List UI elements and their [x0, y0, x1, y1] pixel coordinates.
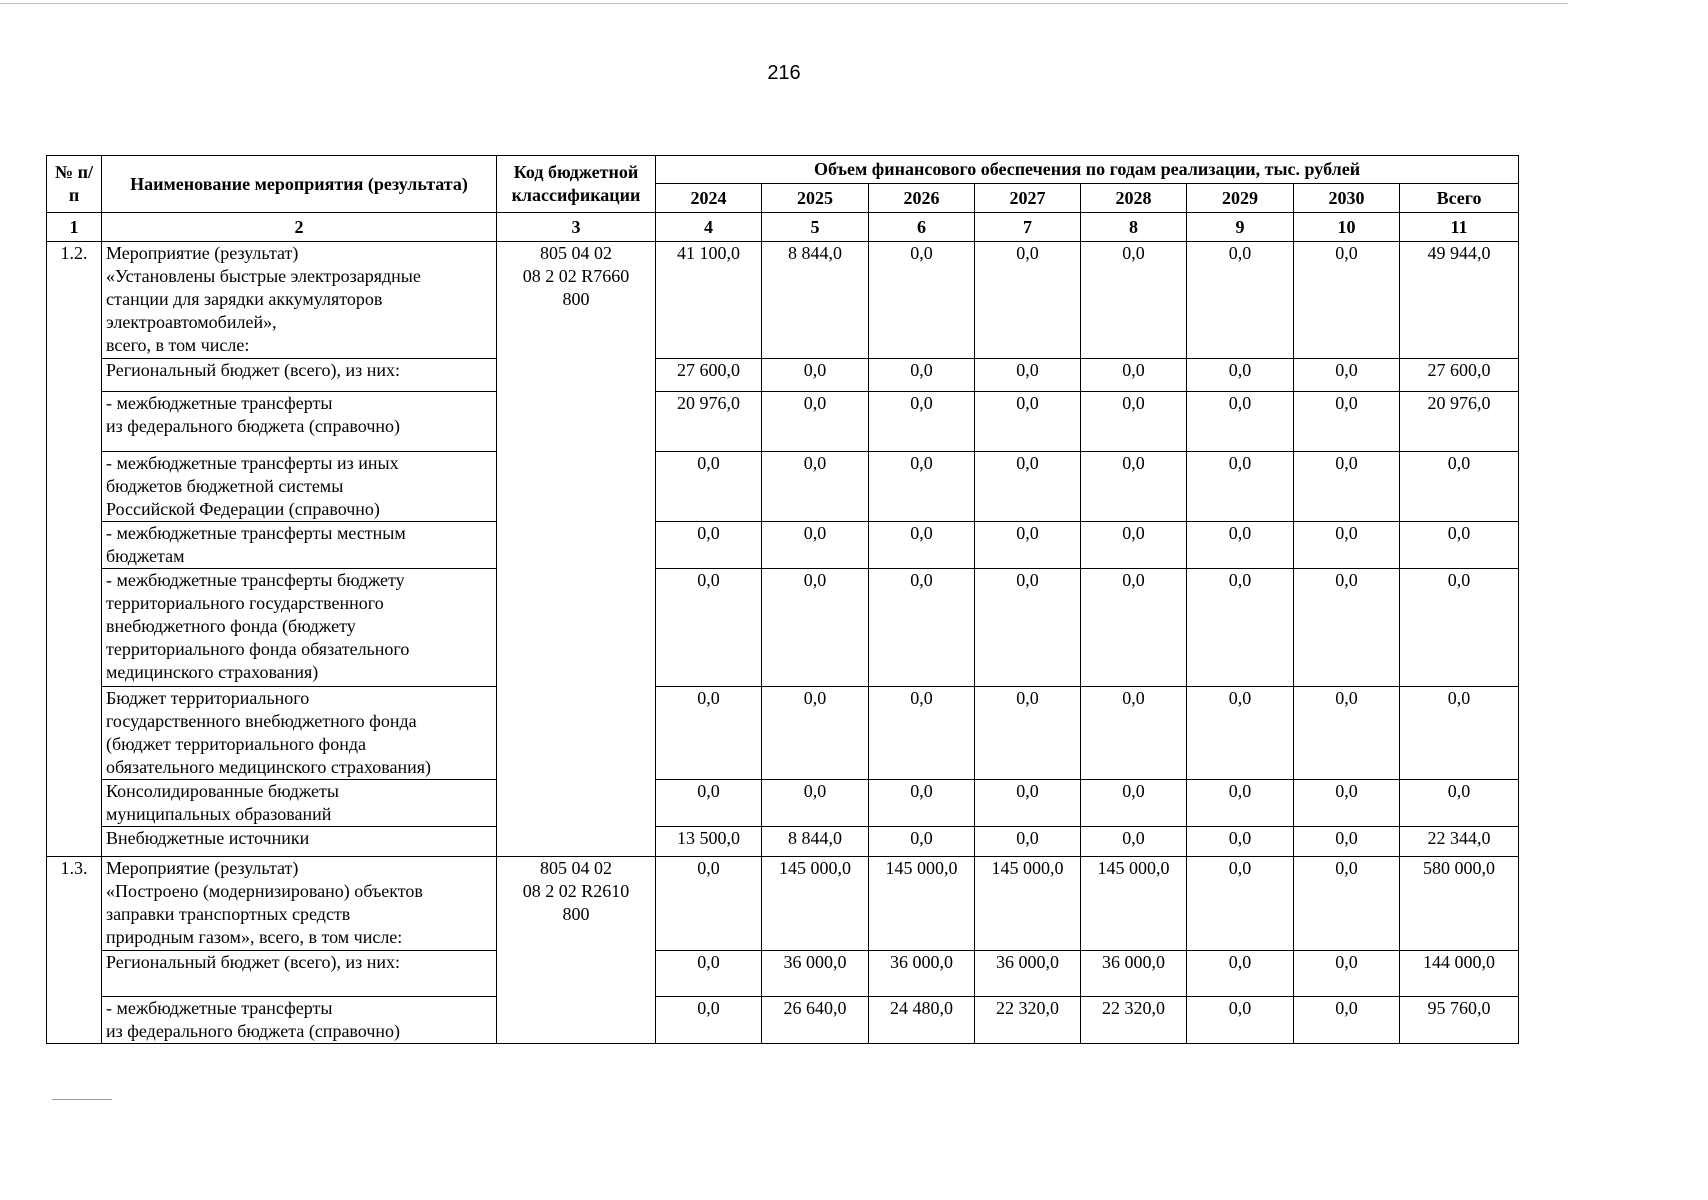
item-name-line: медицинского страхования) [106, 662, 319, 682]
amount-cell: 0,0 [1081, 359, 1187, 392]
item-name-line: всего, в том числе: [106, 335, 250, 355]
amount-cell: 0,0 [975, 452, 1081, 522]
budget-code-line: 800 [562, 904, 590, 924]
item-name-line: Российской Федерации (справочно) [106, 499, 380, 519]
col-number: 3 [497, 213, 656, 242]
header-code: Код бюджетной классификации [497, 156, 656, 213]
amount-cell: 0,0 [1294, 452, 1400, 522]
item-name-line: электроавтомобилей», [106, 312, 277, 332]
table-row [47, 857, 1519, 951]
amount-cell: 0,0 [975, 522, 1081, 569]
total-cell: 144 000,0 [1400, 951, 1519, 997]
item-name-line: бюджетам [106, 546, 185, 566]
amount-cell: 8 844,0 [762, 827, 869, 857]
amount-cell: 36 000,0 [762, 951, 869, 997]
item-name-line: станции для зарядки аккумуляторов [106, 289, 383, 309]
amount-cell: 0,0 [975, 359, 1081, 392]
amount-cell: 0,0 [656, 452, 762, 522]
item-number: 1.3. [47, 857, 102, 1044]
amount-cell: 0,0 [1187, 242, 1294, 359]
table-row [47, 569, 1519, 687]
amount-cell: 41 100,0 [656, 242, 762, 359]
header-total: Всего [1400, 184, 1519, 213]
table-row [47, 522, 1519, 569]
amount-cell: 0,0 [869, 827, 975, 857]
header-year: 2026 [869, 184, 975, 213]
budget-code-line: 805 04 02 [540, 243, 612, 263]
amount-cell: 0,0 [975, 242, 1081, 359]
budget-code [497, 242, 656, 857]
total-cell: 20 976,0 [1400, 392, 1519, 452]
item-name-line: (бюджет территориального фонда [106, 734, 366, 754]
amount-cell: 0,0 [656, 569, 762, 687]
amount-cell: 0,0 [975, 827, 1081, 857]
total-cell: 0,0 [1400, 452, 1519, 522]
table-row [47, 242, 1519, 359]
table-row [47, 687, 1519, 780]
amount-cell: 0,0 [1081, 687, 1187, 780]
item-name-line: бюджетов бюджетной системы [106, 476, 344, 496]
item-name-line: - межбюджетные трансферты [106, 393, 333, 413]
amount-cell: 36 000,0 [975, 951, 1081, 997]
item-name [102, 242, 497, 359]
amount-cell: 0,0 [762, 687, 869, 780]
amount-cell: 0,0 [762, 392, 869, 452]
total-cell: 0,0 [1400, 569, 1519, 687]
amount-cell: 0,0 [1187, 997, 1294, 1044]
amount-cell: 26 640,0 [762, 997, 869, 1044]
total-cell: 95 760,0 [1400, 997, 1519, 1044]
amount-cell: 13 500,0 [656, 827, 762, 857]
col-number: 5 [762, 213, 869, 242]
amount-cell: 0,0 [762, 452, 869, 522]
amount-cell: 0,0 [1187, 827, 1294, 857]
item-name [102, 951, 497, 997]
item-number: 1.2. [47, 242, 102, 857]
total-cell: 22 344,0 [1400, 827, 1519, 857]
item-name [102, 780, 497, 827]
amount-cell: 0,0 [1294, 392, 1400, 452]
item-name-line: из федерального бюджета (справочно) [106, 416, 401, 436]
amount-cell: 0,0 [1294, 522, 1400, 569]
amount-cell: 145 000,0 [975, 857, 1081, 951]
table-row [47, 951, 1519, 997]
item-name-line: «Построено (модернизировано) объектов [106, 881, 423, 901]
amount-cell: 0,0 [1187, 392, 1294, 452]
amount-cell: 0,0 [869, 452, 975, 522]
header-year: 2025 [762, 184, 869, 213]
budget-code-line: 08 2 02 R2610 [522, 881, 630, 901]
amount-cell: 0,0 [1187, 359, 1294, 392]
col-number: 6 [869, 213, 975, 242]
amount-cell: 0,0 [1294, 359, 1400, 392]
amount-cell: 0,0 [1294, 951, 1400, 997]
amount-cell: 0,0 [1294, 857, 1400, 951]
amount-cell: 24 480,0 [869, 997, 975, 1044]
amount-cell: 0,0 [1081, 522, 1187, 569]
amount-cell: 0,0 [975, 569, 1081, 687]
amount-cell: 0,0 [1187, 780, 1294, 827]
amount-cell: 0,0 [869, 392, 975, 452]
total-cell: 580 000,0 [1400, 857, 1519, 951]
item-name-line: Региональный бюджет (всего), из них: [106, 360, 401, 380]
item-name-line: Мероприятие (результат) [106, 858, 299, 878]
amount-cell: 0,0 [1294, 242, 1400, 359]
item-name-line: Внебюджетные источники [106, 828, 310, 848]
header-year: 2028 [1081, 184, 1187, 213]
item-name [102, 997, 497, 1044]
amount-cell: 0,0 [1187, 857, 1294, 951]
item-name-line: - межбюджетные трансферты местным [106, 523, 406, 543]
header-year: 2027 [975, 184, 1081, 213]
page-number: 216 [767, 62, 801, 84]
amount-cell: 145 000,0 [762, 857, 869, 951]
col-number: 7 [975, 213, 1081, 242]
item-name-line: внебюджетного фонда (бюджету [106, 616, 356, 636]
budget-code-line: 08 2 02 R7660 [522, 266, 630, 286]
item-name [102, 569, 497, 687]
header-year: 2024 [656, 184, 762, 213]
amount-cell: 0,0 [869, 522, 975, 569]
amount-cell: 0,0 [869, 359, 975, 392]
budget-code-line: 805 04 02 [540, 858, 612, 878]
amount-cell: 0,0 [762, 569, 869, 687]
amount-cell: 0,0 [1187, 522, 1294, 569]
amount-cell: 0,0 [656, 857, 762, 951]
amount-cell: 0,0 [1081, 452, 1187, 522]
budget-code-line: 800 [562, 289, 590, 309]
header-year: 2029 [1187, 184, 1294, 213]
amount-cell: 20 976,0 [656, 392, 762, 452]
item-name-line: - межбюджетные трансферты бюджету [106, 570, 405, 590]
col-number: 2 [102, 213, 497, 242]
item-name [102, 392, 497, 452]
amount-cell: 0,0 [1081, 242, 1187, 359]
header-funding: Объем финансового обеспечения по годам реализации, тыс. рублей [656, 156, 1519, 184]
total-cell: 0,0 [1400, 780, 1519, 827]
table-row [47, 452, 1519, 522]
page-bottom-mark [52, 1099, 112, 1100]
table-row [47, 392, 1519, 452]
col-number: 9 [1187, 213, 1294, 242]
amount-cell: 0,0 [1294, 997, 1400, 1044]
col-number: 4 [656, 213, 762, 242]
amount-cell: 27 600,0 [656, 359, 762, 392]
amount-cell: 0,0 [975, 687, 1081, 780]
table-row [47, 359, 1519, 392]
amount-cell: 0,0 [656, 522, 762, 569]
item-name-line: заправки транспортных средств [106, 904, 351, 924]
amount-cell: 0,0 [1187, 951, 1294, 997]
item-name-line: «Установлены быстрые электрозарядные [106, 266, 421, 286]
amount-cell: 8 844,0 [762, 242, 869, 359]
amount-cell: 0,0 [1294, 569, 1400, 687]
total-cell: 0,0 [1400, 522, 1519, 569]
funding-table [46, 155, 1519, 1044]
amount-cell: 0,0 [1187, 452, 1294, 522]
amount-cell: 0,0 [656, 997, 762, 1044]
amount-cell: 22 320,0 [1081, 997, 1187, 1044]
amount-cell: 36 000,0 [1081, 951, 1187, 997]
col-number: 10 [1294, 213, 1400, 242]
amount-cell: 0,0 [869, 780, 975, 827]
item-name-line: Мероприятие (результат) [106, 243, 299, 263]
col-number: 11 [1400, 213, 1519, 242]
amount-cell: 0,0 [1294, 827, 1400, 857]
amount-cell: 0,0 [1081, 392, 1187, 452]
item-name [102, 857, 497, 951]
amount-cell: 0,0 [975, 392, 1081, 452]
amount-cell: 0,0 [975, 780, 1081, 827]
amount-cell: 0,0 [656, 951, 762, 997]
col-number: 1 [47, 213, 102, 242]
amount-cell: 0,0 [1294, 687, 1400, 780]
amount-cell: 0,0 [1187, 569, 1294, 687]
table-row [47, 827, 1519, 857]
header-year: 2030 [1294, 184, 1400, 213]
item-name-line: из федерального бюджета (справочно) [106, 1021, 401, 1041]
item-name-line: Региональный бюджет (всего), из них: [106, 952, 401, 972]
item-name-line: - межбюджетные трансферты [106, 998, 333, 1018]
item-name [102, 359, 497, 392]
amount-cell: 0,0 [869, 687, 975, 780]
amount-cell: 0,0 [1081, 569, 1187, 687]
amount-cell: 36 000,0 [869, 951, 975, 997]
page-top-edge [0, 3, 1568, 4]
item-name-line: природным газом», всего, в том числе: [106, 927, 403, 947]
amount-cell: 0,0 [869, 242, 975, 359]
item-name [102, 827, 497, 857]
item-name-line: муниципальных образований [106, 804, 332, 824]
total-cell: 49 944,0 [1400, 242, 1519, 359]
total-cell: 0,0 [1400, 687, 1519, 780]
item-name [102, 522, 497, 569]
amount-cell: 0,0 [656, 687, 762, 780]
item-name-line: - межбюджетные трансферты из иных [106, 453, 399, 473]
amount-cell: 145 000,0 [869, 857, 975, 951]
amount-cell: 0,0 [656, 780, 762, 827]
item-name [102, 452, 497, 522]
item-name-line: государственного внебюджетного фонда [106, 711, 417, 731]
item-name-line: территориального государственного [106, 593, 384, 613]
amount-cell: 0,0 [762, 522, 869, 569]
amount-cell: 0,0 [1294, 780, 1400, 827]
table-row [47, 997, 1519, 1044]
item-name-line: Консолидированные бюджеты [106, 781, 339, 801]
amount-cell: 145 000,0 [1081, 857, 1187, 951]
item-name-line: обязательного медицинского страхования) [106, 757, 431, 777]
total-cell: 27 600,0 [1400, 359, 1519, 392]
amount-cell: 0,0 [762, 780, 869, 827]
budget-code [497, 857, 656, 1044]
item-name-line: Бюджет территориального [106, 688, 310, 708]
header-num: № п/п [47, 156, 102, 213]
amount-cell: 0,0 [1081, 780, 1187, 827]
amount-cell: 0,0 [869, 569, 975, 687]
amount-cell: 0,0 [1081, 827, 1187, 857]
amount-cell: 0,0 [762, 359, 869, 392]
table-row [47, 780, 1519, 827]
col-number: 8 [1081, 213, 1187, 242]
amount-cell: 0,0 [1187, 687, 1294, 780]
item-name [102, 687, 497, 780]
item-name-line: территориального фонда обязательного [106, 639, 410, 659]
amount-cell: 22 320,0 [975, 997, 1081, 1044]
header-name: Наименование мероприятия (результата) [102, 156, 497, 213]
